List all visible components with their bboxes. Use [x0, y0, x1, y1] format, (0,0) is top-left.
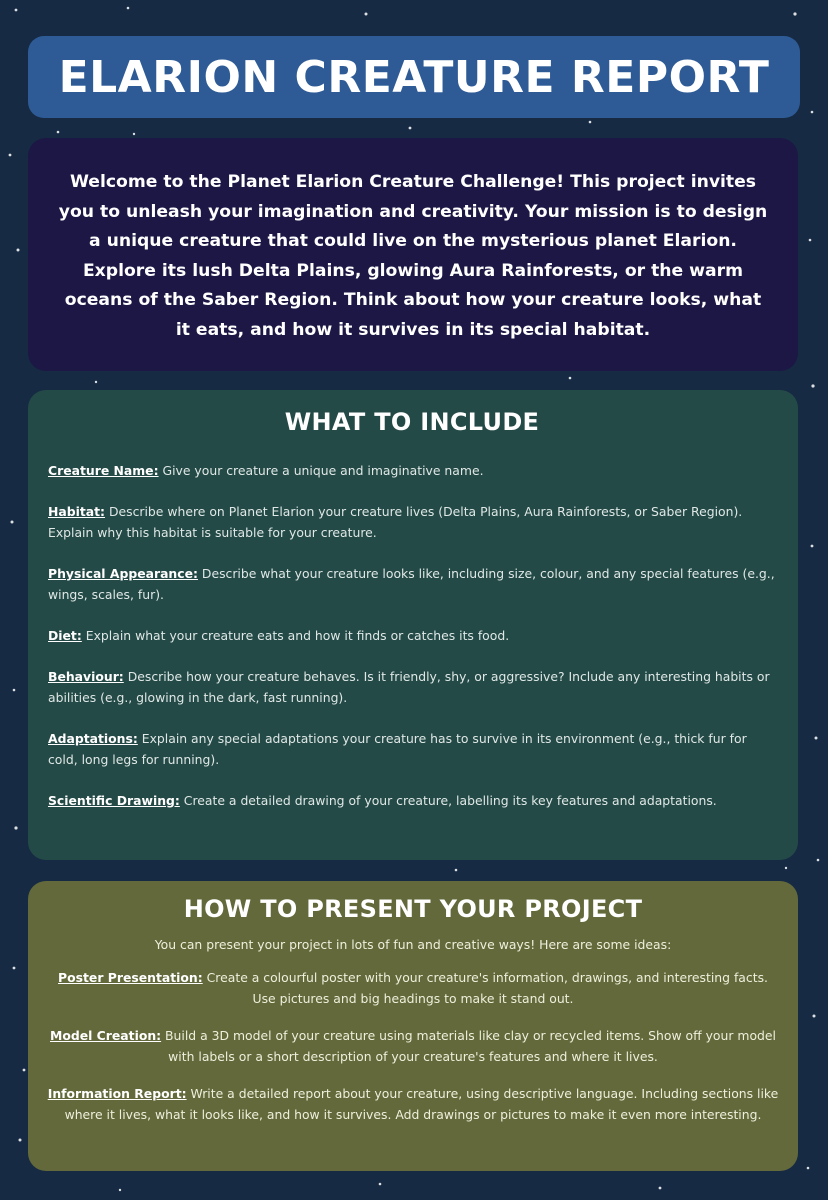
include-item-diet	[48, 625, 776, 646]
include-item-creature-name	[48, 460, 776, 481]
how-to-present-panel	[28, 881, 798, 1171]
include-item-physical-appearance	[48, 563, 776, 605]
include-heading: WHAT TO INCLUDE	[284, 408, 540, 436]
include-item-adaptations	[48, 728, 776, 770]
present-intro-text: You can present your project in lots of fun and creative ways! Here are some ideas:	[154, 937, 672, 952]
include-item-text: Explain what your creature eats and how it finds or catches its food.	[81, 628, 510, 643]
page-title: ELARION CREATURE REPORT	[58, 51, 770, 103]
present-item-model	[46, 1025, 780, 1067]
include-item-label: Physical Appearance:	[48, 566, 198, 581]
include-item-text: Describe where on Planet Elarion your creature lives (Delta Plains, Aura Rainforests, or Saber Region). Explain why this habitat is suitable for your creature.	[48, 504, 743, 540]
intro-panel	[28, 138, 798, 371]
include-item-label: Diet:	[48, 628, 82, 643]
present-item-label: Poster Presentation:	[58, 970, 203, 985]
intro-text: Welcome to the Planet Elarion Creature Challenge! This project invites you to unleash your imagination and creativity. Your mission is to design a unique creature that could live on the mysterious planet Elarion. Explore its lush Delta Plains, glowing Aura Rainforests, or the warm oceans of the Saber Region. Think about how your creature looks, what it eats, and how it survives in its special habitat.	[58, 172, 768, 340]
present-heading: HOW TO PRESENT YOUR PROJECT	[183, 895, 643, 923]
include-item-text: Give your creature a unique and imaginative name.	[158, 463, 484, 478]
include-item-text: Describe what your creature looks like, including size, colour, and any special features (e.g., wings, scales, fur).	[48, 566, 775, 602]
title-banner	[28, 36, 800, 118]
include-item-label: Adaptations:	[48, 731, 138, 746]
include-item-label: Creature Name:	[48, 463, 159, 478]
present-item-text: Write a detailed report about your creature, using descriptive language. Including sections like where it lives, what it looks like, and how it survives. Add drawings or pictures to make it even more interesting.	[64, 1086, 779, 1122]
include-item-behaviour	[48, 666, 776, 708]
present-item-text: Create a colourful poster with your creature's information, drawings, and interesting facts. Use pictures and big headings to make it stand out.	[202, 970, 768, 1006]
present-item-label: Model Creation:	[50, 1028, 162, 1043]
include-item-label: Scientific Drawing:	[48, 793, 180, 808]
include-item-label: Habitat:	[48, 504, 106, 519]
what-to-include-panel	[28, 390, 798, 860]
include-item-habitat	[48, 501, 776, 543]
present-item-report	[46, 1083, 780, 1125]
include-item-label: Behaviour:	[48, 669, 124, 684]
include-item-text: Explain any special adaptations your creature has to survive in its environment (e.g., thick fur for cold, long legs for running).	[48, 731, 747, 767]
present-item-text: Build a 3D model of your creature using materials like clay or recycled items. Show off your model with labels or a short description of your creature's features and where it lives.	[161, 1028, 776, 1064]
present-item-poster	[46, 967, 780, 1009]
present-item-label: Information Report:	[47, 1086, 187, 1101]
include-item-scientific-drawing	[48, 790, 776, 811]
include-item-text: Describe how your creature behaves. Is it friendly, shy, or aggressive? Include any interesting habits or abilities (e.g., glowing in the dark, fast running).	[48, 669, 770, 705]
include-item-text: Create a detailed drawing of your creature, labelling its key features and adaptations.	[179, 793, 717, 808]
